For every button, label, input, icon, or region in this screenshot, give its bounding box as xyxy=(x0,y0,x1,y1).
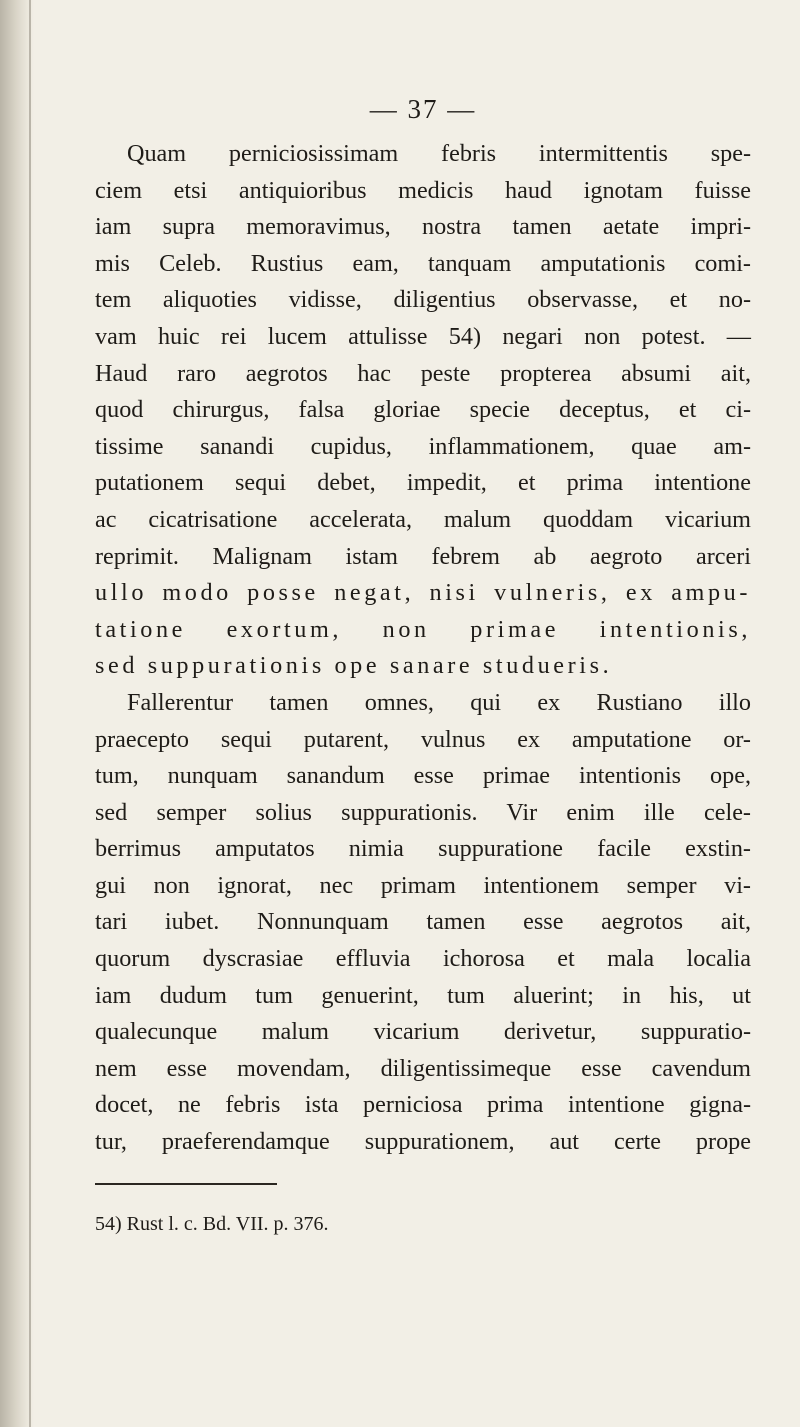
text-line: tum, nunquam sanandum esse primae intentionis ope, xyxy=(95,762,751,790)
paragraph-2 xyxy=(95,685,751,1161)
text-line: iam supra memoravimus, nostra tamen aetate impri- xyxy=(95,213,751,241)
footnote-rule xyxy=(95,1183,277,1185)
text-line: praecepto sequi putarent, vulnus ex amputatione or- xyxy=(95,725,751,753)
text-line: quod chirurgus, falsa gloriae specie deceptus, et ci- xyxy=(95,396,751,424)
text-line: sed semper solius suppurationis. Vir enim ille cele- xyxy=(95,798,751,826)
text-line: ac cicatrisatione accelerata, malum quoddam vicarium xyxy=(95,505,751,533)
text-line: vam huic rei lucem attulisse 54) negari non potest. — xyxy=(95,322,751,350)
text-line-emphasis: tatione exortum, non primae intentionis, xyxy=(95,615,751,643)
page-number: — 37 — xyxy=(369,94,477,124)
text-line: reprimit. Malignam istam febrem ab aegroto arceri xyxy=(95,542,751,570)
text-line: tari iubet. Nonnunquam tamen esse aegrotos ait, xyxy=(95,908,751,936)
text-line: Haud raro aegrotos hac peste propterea absumi ait, xyxy=(95,359,751,387)
text-line-emphasis: ullo modo posse negat, nisi vulneris, ex ampu- xyxy=(95,579,751,607)
text-line: docet, ne febris ista perniciosa prima intentione gigna- xyxy=(95,1091,751,1119)
text-line: iam dudum tum genuerint, tum aluerint; in his, ut xyxy=(95,981,751,1009)
paragraph-1 xyxy=(95,136,751,685)
text-line: tissime sanandi cupidus, inflammationem, quae am- xyxy=(95,432,751,460)
text-line: qualecunque malum vicarium derivetur, suppuratio- xyxy=(95,1018,751,1046)
footnote: 54) Rust l. c. Bd. VII. p. 376. xyxy=(95,1212,329,1235)
text-line: nem esse movendam, diligentissimeque esse cavendum xyxy=(95,1054,751,1082)
book-page xyxy=(95,92,751,1237)
text-line: gui non ignorat, nec primam intentionem semper vi- xyxy=(95,871,751,899)
text-line-emphasis: sed suppurationis ope sanare studueris. xyxy=(95,652,613,680)
binding-edge-line xyxy=(29,0,31,1427)
text-line: mis Celeb. Rustius eam, tanquam amputationis comi- xyxy=(95,249,751,277)
text-line: Fallerentur tamen omnes, qui ex Rustiano illo xyxy=(127,688,751,716)
text-line: quorum dyscrasiae effluvia ichorosa et mala localia xyxy=(95,945,751,973)
text-line: ciem etsi antiquioribus medicis haud ignotam fuisse xyxy=(95,176,751,204)
text-line: tur, praeferendamque suppurationem, aut certe prope xyxy=(95,1128,751,1156)
text-line: berrimus amputatos nimia suppuratione facile exstin- xyxy=(95,835,751,863)
text-line: tem aliquoties vidisse, diligentius observasse, et no- xyxy=(95,286,751,314)
text-line: Quam perniciosissimam febris intermittentis spe- xyxy=(127,140,751,167)
text-line: putationem sequi debet, impedit, et prima intentione xyxy=(95,469,751,497)
